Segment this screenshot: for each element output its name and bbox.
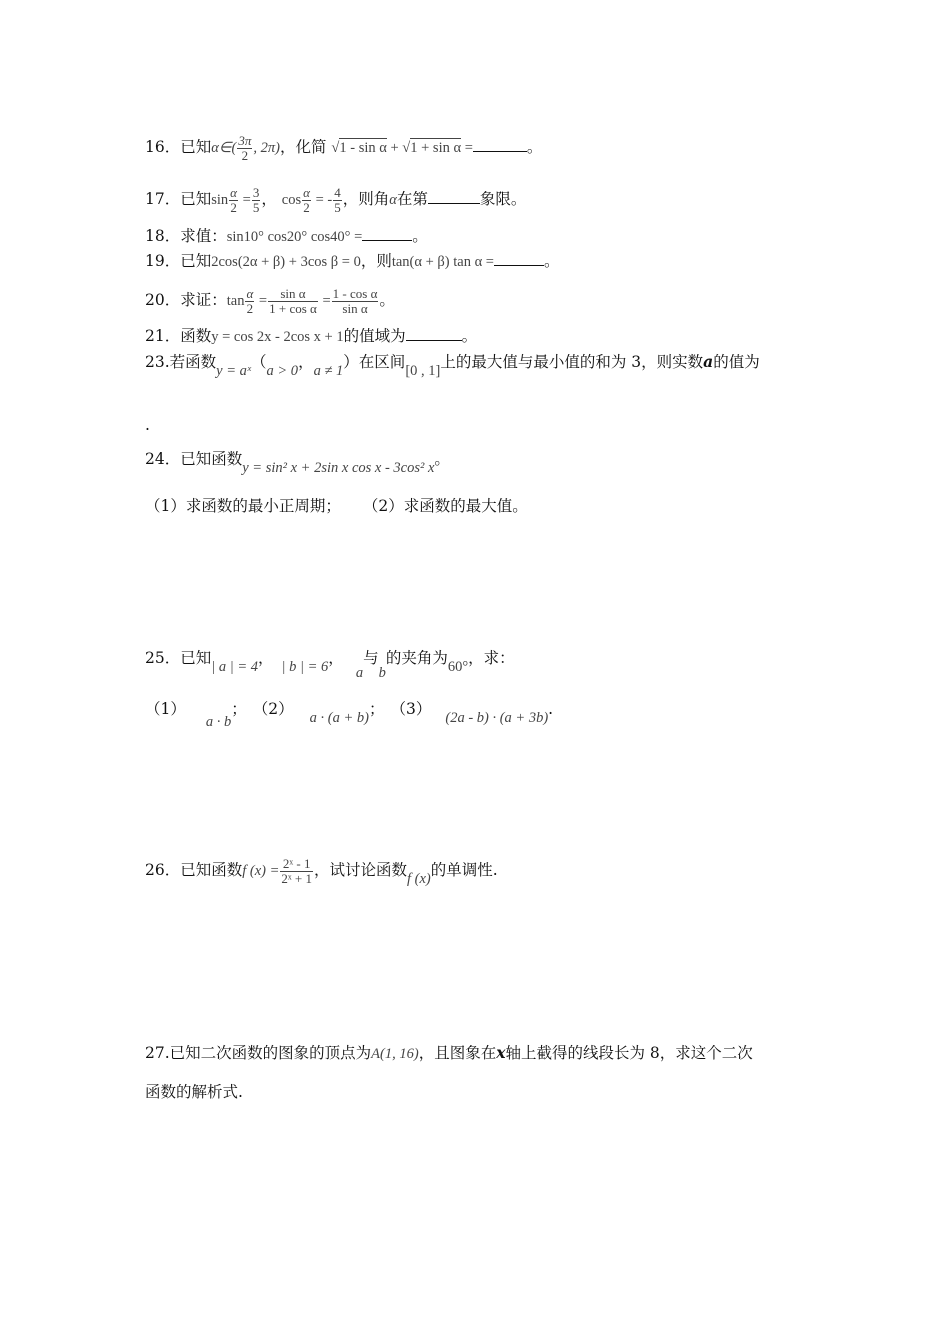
answer-blank[interactable]	[473, 151, 527, 152]
period: 。	[379, 291, 395, 310]
numerator: 2ˣ - 1	[280, 857, 313, 872]
question-text: 在第	[396, 190, 428, 209]
denominator: 5	[252, 199, 260, 215]
math-expr: f (x)	[407, 871, 431, 888]
question-25-subparts	[145, 700, 554, 730]
question-text: ，试讨论函数	[314, 861, 408, 880]
answer-blank[interactable]	[406, 340, 462, 341]
question-text: 求值：	[180, 227, 227, 245]
question-text: 求证：	[180, 291, 227, 310]
radicand: 1 - sin α	[339, 140, 387, 157]
operator: = -	[311, 192, 333, 209]
fraction	[237, 134, 252, 162]
question-16	[145, 134, 542, 162]
question-number: 26．	[145, 861, 181, 880]
question-19	[145, 254, 560, 270]
math-expr: a · (a + b)	[309, 710, 369, 726]
fraction	[268, 287, 318, 315]
numerator: α	[230, 185, 237, 200]
fraction	[302, 186, 311, 214]
operator: =	[461, 140, 473, 157]
math-expr: tan(α + β) tan α =	[391, 254, 494, 270]
question-text: 已知函数	[180, 861, 243, 880]
denominator: 5	[334, 199, 341, 215]
math-expr: 2cos(2α + β) + 3cos β = 0	[211, 254, 361, 270]
math-expr: α∈(	[211, 140, 237, 157]
period: 。	[461, 327, 478, 345]
question-20	[145, 287, 395, 315]
comma: ，	[261, 190, 277, 209]
math-expr: a > 0	[266, 363, 299, 379]
question-text: 的值为	[713, 353, 760, 371]
numerator: sin α	[268, 287, 318, 302]
operator: =	[239, 192, 251, 209]
math-expr: cos	[281, 192, 302, 209]
question-text: ，则	[360, 252, 392, 270]
question-17	[145, 186, 526, 214]
vector-b: b	[378, 665, 386, 681]
denominator: sin α	[342, 300, 368, 316]
math-expr: √1 - sin α + √1 + sin α =	[331, 140, 473, 157]
period: .	[548, 700, 554, 718]
sub-label-2: （2）	[252, 700, 294, 718]
question-text: 轴上截得的线段长为 8，求这个二次	[505, 1044, 753, 1062]
math-expr: 60°	[447, 659, 469, 675]
math-expr: y = cos 2x - 2cos x + 1	[211, 329, 344, 345]
operator: +	[386, 140, 403, 157]
period: 。	[526, 138, 543, 157]
math-expr: A(1, 16)	[371, 1046, 419, 1062]
math-expr: y = sin² x + 2sin x cos x - 3cos² x	[242, 460, 435, 476]
math-expr: [0 , 1]	[405, 363, 441, 379]
question-text: ，且图象在	[418, 1044, 497, 1062]
math-expr: sin10° cos20° cos40° =	[226, 229, 363, 245]
fraction	[333, 186, 342, 214]
question-text: 函数	[180, 327, 212, 345]
math-expr: a · b	[205, 714, 232, 730]
period: 。	[434, 450, 450, 468]
answer-blank[interactable]	[494, 265, 544, 266]
question-text: 已知	[180, 649, 212, 667]
question-text: 已知	[180, 190, 212, 209]
math-expr: | b | = 6	[281, 659, 329, 675]
numerator: 3	[252, 185, 260, 200]
math-symbol: α	[389, 192, 397, 209]
comma: ，	[328, 649, 344, 667]
question-text: 的单调性.	[430, 861, 498, 880]
math-expr: (2a - b) · (a + 3b)	[445, 710, 549, 726]
question-24-subparts	[145, 499, 528, 515]
question-25	[145, 649, 515, 681]
math-symbol: a	[703, 352, 714, 371]
question-text: 的值域为	[343, 327, 406, 345]
numerator: 3π	[238, 133, 252, 148]
denominator: 2	[230, 199, 237, 215]
question-18	[145, 229, 428, 245]
question-21	[145, 329, 477, 345]
question-number: 25．	[145, 649, 181, 667]
fraction	[280, 857, 313, 885]
fraction	[245, 287, 254, 315]
math-expr: sin	[211, 192, 229, 209]
question-24	[145, 450, 450, 476]
denominator: 2ˣ + 1	[281, 870, 312, 886]
math-expr: tan	[226, 293, 245, 310]
sub-question-2: （2）求函数的最大值。	[362, 497, 528, 515]
operator: =	[318, 293, 331, 310]
question-text: 上的最大值与最小值的和为 3，则实数	[440, 353, 704, 371]
fraction	[332, 287, 379, 315]
fraction	[229, 186, 238, 214]
question-text: 若函数	[169, 353, 217, 371]
question-text: 与	[363, 649, 379, 667]
comma: ，	[298, 353, 314, 371]
separator: ；	[368, 700, 385, 718]
denominator: 2	[241, 147, 249, 163]
question-number: 20．	[145, 291, 181, 310]
question-text: 已知	[180, 252, 212, 270]
math-symbol: x	[496, 1043, 506, 1062]
denominator: 2	[246, 300, 254, 316]
paren: （	[251, 353, 267, 371]
numerator: α	[303, 185, 310, 200]
question-text: 的夹角为	[385, 649, 448, 667]
question-number: 27.	[145, 1044, 170, 1062]
question-text: ，化简	[279, 138, 327, 157]
math-expr: a ≠ 1	[313, 363, 344, 379]
math-expr: y = aˣ	[216, 363, 251, 379]
denominator: 1 + cos α	[269, 300, 317, 316]
fraction	[252, 186, 261, 214]
question-number: 23.	[145, 353, 170, 371]
numerator: α	[246, 286, 254, 301]
answer-blank[interactable]	[428, 203, 480, 204]
comma: ，	[258, 649, 274, 667]
sub-label-3: （3）	[390, 700, 432, 718]
question-text: 象限。	[479, 190, 527, 209]
question-text: 已知	[180, 138, 212, 157]
operator: =	[255, 293, 268, 310]
sub-label-1: （1）	[145, 700, 186, 718]
math-expr: , 2π)	[253, 140, 280, 157]
vector-a: a	[355, 665, 364, 681]
question-26	[145, 856, 498, 888]
period: 。	[543, 252, 560, 270]
sub-question-1: （1）求函数的最小正周期；	[145, 497, 341, 515]
question-number: 16．	[145, 138, 181, 157]
answer-blank[interactable]	[362, 240, 412, 241]
question-number: 18．	[145, 227, 181, 245]
question-23	[145, 352, 760, 379]
radicand: 1 + sin α	[410, 140, 462, 157]
question-23-dot: .	[145, 416, 150, 434]
question-27	[145, 1045, 753, 1062]
numerator: 4	[334, 185, 341, 200]
math-expr: | a | = 4	[211, 659, 259, 675]
question-27-cont: 函数的解析式.	[145, 1083, 243, 1101]
math-expr: f (x) =	[242, 863, 280, 880]
denominator: 2	[303, 199, 310, 215]
question-text: ）在区间	[343, 353, 406, 371]
separator: ；	[231, 700, 247, 718]
question-text: 已知二次函数的图象的顶点为	[169, 1044, 372, 1062]
question-text: ，则角	[342, 190, 390, 209]
question-number: 21．	[145, 327, 181, 345]
question-number: 17．	[145, 190, 181, 209]
question-number: 24．	[145, 450, 181, 468]
period: 。	[412, 227, 428, 245]
question-text: 已知函数	[180, 450, 243, 468]
numerator: 1 - cos α	[332, 286, 378, 301]
question-text: ，求：	[468, 649, 515, 667]
question-number: 19．	[145, 252, 181, 270]
